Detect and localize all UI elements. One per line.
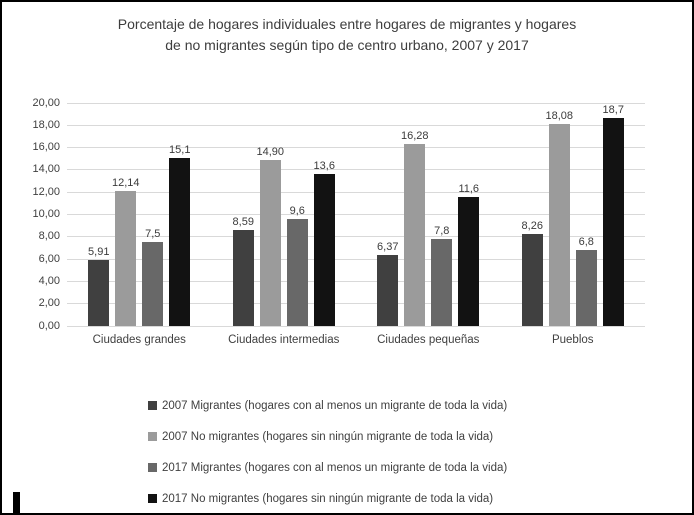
legend-row <box>148 483 507 514</box>
bar-value-label: 5,91 <box>88 246 110 259</box>
bar-value-label: 16,28 <box>400 130 429 143</box>
bar <box>287 204 308 326</box>
bar-group <box>356 103 501 326</box>
legend-label: 2007 No migrantes (hogares sin ningún migrante de toda la vida) <box>162 430 494 443</box>
bar-value-label: 7,5 <box>145 228 161 241</box>
bar-value-label: 8,59 <box>232 216 254 229</box>
bar-value-label: 15,1 <box>169 143 191 156</box>
plot-area <box>32 96 645 332</box>
chart-title-line1: Porcentaje de hogares individuales entre hogares de migrantes y hogares <box>117 16 577 32</box>
legend-swatch-icon <box>148 463 157 472</box>
y-axis-tick-label: 4,00 <box>38 274 60 287</box>
bar-value-label: 8,26 <box>521 219 543 232</box>
category-label: Ciudades intermedias <box>228 334 340 346</box>
bar <box>111 176 140 326</box>
legend-label: 2007 Migrantes (hogares con al menos un migrante de toda la vida) <box>162 399 508 412</box>
bar <box>521 219 543 326</box>
bar <box>377 240 399 326</box>
bar-group <box>501 103 646 326</box>
bar-value-label: 7,8 <box>434 225 450 238</box>
legend-row <box>148 452 507 483</box>
bar <box>602 103 624 327</box>
y-axis-tick-label: 12,00 <box>32 185 60 198</box>
bar <box>576 236 597 326</box>
bar <box>458 182 480 326</box>
legend-swatch-icon <box>148 401 157 410</box>
bar <box>313 160 335 326</box>
bar <box>142 228 163 326</box>
category-label: Ciudades grandes <box>92 334 186 346</box>
cursor-mark <box>13 492 20 513</box>
category-label: Ciudades pequeñas <box>377 334 480 346</box>
bar <box>232 216 254 326</box>
y-axis-tick-label: 20,00 <box>32 96 60 109</box>
bar-value-label: 6,37 <box>377 240 399 253</box>
y-axis-tick-label: 10,00 <box>32 208 60 220</box>
y-axis-tick-label: 16,00 <box>32 141 60 154</box>
bar-groups <box>67 103 645 326</box>
bar <box>400 130 429 326</box>
bar-value-label: 13,6 <box>313 160 335 173</box>
bar-value-label: 14,90 <box>256 145 285 158</box>
bar-value-label: 18,7 <box>602 103 624 116</box>
bar-group <box>212 103 357 326</box>
bar <box>431 225 452 326</box>
category-label: Pueblos <box>551 334 594 346</box>
legend-swatch-icon <box>148 432 157 441</box>
bar-group <box>67 103 212 326</box>
y-axis-tick-label: 2,00 <box>38 297 60 310</box>
legend-row <box>148 390 507 421</box>
y-axis-tick-label: 14,00 <box>32 163 60 176</box>
bar-value-label: 9,6 <box>289 204 305 217</box>
bar <box>256 145 285 326</box>
bar-value-label: 6,8 <box>578 236 594 249</box>
legend-label: 2017 No migrantes (hogares sin ningún migrante de toda la vida) <box>162 492 494 505</box>
y-axis-tick-label: 0,00 <box>38 319 60 332</box>
chart-title <box>2 14 692 56</box>
legend-label: 2017 Migrantes (hogares con al menos un migrante de toda la vida) <box>162 461 508 474</box>
bar <box>169 143 191 326</box>
bar <box>88 246 110 326</box>
legend <box>148 390 507 514</box>
chart-title-line2: de no migrantes según tipo de centro urbano, 2007 y 2017 <box>165 37 529 53</box>
bar-value-label: 11,6 <box>458 182 480 195</box>
bar-value-label: 12,14 <box>111 176 140 189</box>
legend-swatch-icon <box>148 494 157 503</box>
category-axis <box>67 334 645 346</box>
y-axis-tick-label: 18,00 <box>32 118 60 131</box>
legend-row <box>148 421 507 452</box>
bar <box>545 110 574 326</box>
y-axis-tick-label: 6,00 <box>38 252 60 265</box>
bar-value-label: 18,08 <box>545 110 574 123</box>
y-axis-tick-label: 8,00 <box>38 230 60 243</box>
